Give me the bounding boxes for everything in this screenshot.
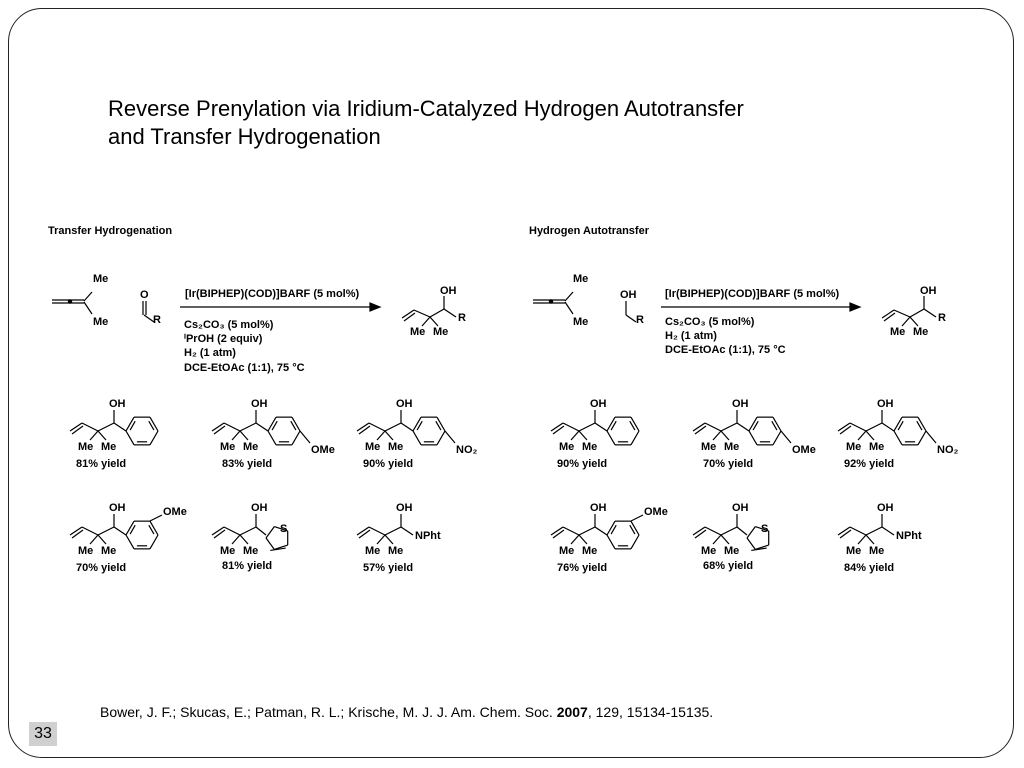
me-label: Me [93, 316, 109, 328]
left-product [402, 285, 466, 338]
yield-label: 76% yield [557, 562, 608, 574]
left-catalyst: [Ir(BIPHEP)(COD)]BARF (5 mol%) [185, 288, 360, 300]
right-hydrogen: H₂ (1 atm) [665, 330, 717, 342]
me-label: Me [913, 326, 929, 338]
oh-label: OH [620, 289, 637, 301]
me-label: Me [101, 545, 117, 557]
me-label: Me [724, 441, 740, 453]
left-additive: ⁱPrOH (2 equiv) [184, 333, 263, 345]
me-label: Me [701, 441, 717, 453]
oh-label: OH [732, 502, 749, 514]
yield-label: 70% yield [76, 562, 127, 574]
reference-authors: Bower, J. F.; Skucas, E.; Patman, R. L.; Krische, M. J. J. Am. Chem. Soc. [100, 704, 557, 720]
left-scope-compound [357, 398, 478, 470]
slide-number: 33 [29, 722, 57, 746]
me-label: Me [433, 326, 449, 338]
right-scope-compound [693, 502, 769, 572]
r-label: R [938, 312, 946, 324]
me-label: Me [846, 545, 862, 557]
me-label: Me [582, 441, 598, 453]
oh-label: OH [396, 502, 413, 514]
npht-label: NPht [415, 530, 441, 542]
left-reaction-arrow [180, 303, 380, 311]
right-scope-compound [551, 502, 668, 574]
me-label: Me [78, 441, 94, 453]
right-scope-compound [693, 398, 816, 470]
oh-label: OH [109, 502, 126, 514]
oh-label: OH [732, 398, 749, 410]
right-reaction-arrow [661, 303, 860, 311]
me-label: Me [573, 273, 589, 285]
me-label: Me [243, 545, 259, 557]
oh-label: OH [109, 398, 126, 410]
me-label: Me [890, 326, 906, 338]
oh-label: OH [877, 502, 894, 514]
s-label: S [280, 523, 288, 535]
oh-label: OH [396, 398, 413, 410]
me-label: Me [869, 441, 885, 453]
yield-label: 92% yield [844, 458, 895, 470]
yield-label: 84% yield [844, 562, 895, 574]
reference-volume-pages: , 129, 15134-15135. [587, 704, 714, 720]
right-scope-compound [551, 398, 639, 470]
left-scope-compound [212, 398, 335, 470]
r-label: R [636, 314, 644, 326]
me-label: Me [93, 273, 109, 285]
title-line-1: Reverse Prenylation via Iridium-Catalyzed Hydrogen Autotransfer [108, 96, 744, 121]
me-label: Me [701, 545, 717, 557]
right-scope-compound [838, 398, 959, 470]
right-scope-compound [838, 502, 922, 574]
me-label: Me [388, 545, 404, 557]
r-label: R [458, 312, 466, 324]
me-label: Me [559, 441, 575, 453]
me-label: Me [573, 316, 589, 328]
me-label: Me [388, 441, 404, 453]
left-scope-compound [70, 398, 158, 470]
ome-label: OMe [644, 506, 668, 518]
me-label: Me [365, 545, 381, 557]
no2-label: NO₂ [456, 444, 478, 456]
right-alcohol [620, 289, 644, 326]
reference-year: 2007 [556, 704, 588, 720]
title-line-2: and Transfer Hydrogenation [108, 124, 381, 149]
o-label: O [140, 289, 149, 301]
substrate-scope [70, 398, 959, 574]
me-label: Me [559, 545, 575, 557]
me-label: Me [365, 441, 381, 453]
yield-label: 83% yield [222, 458, 273, 470]
yield-label: 81% yield [222, 560, 273, 572]
oh-label: OH [590, 398, 607, 410]
me-label: Me [410, 326, 426, 338]
ome-label: OMe [792, 444, 816, 456]
me-label: Me [220, 441, 236, 453]
me-label: Me [846, 441, 862, 453]
left-base: Cs₂CO₃ (5 mol%) [184, 319, 274, 331]
yield-label: 68% yield [703, 560, 754, 572]
ome-label: OMe [311, 444, 335, 456]
right-catalyst: [Ir(BIPHEP)(COD)]BARF (5 mol%) [665, 288, 840, 300]
right-solvent: DCE-EtOAc (1:1), 75 °C [665, 344, 786, 356]
yield-label: 90% yield [557, 458, 608, 470]
oh-label: OH [590, 502, 607, 514]
me-label: Me [78, 545, 94, 557]
left-heading: Transfer Hydrogenation [48, 225, 173, 237]
left-solvent: DCE-EtOAc (1:1), 75 °C [184, 362, 305, 374]
left-hydrogen: H₂ (1 atm) [184, 347, 236, 359]
right-base: Cs₂CO₃ (5 mol%) [665, 316, 755, 328]
left-scope-compound [212, 502, 288, 572]
npht-label: NPht [896, 530, 922, 542]
right-allene [533, 273, 588, 328]
ome-label: OMe [163, 506, 187, 518]
left-aldehyde [140, 289, 161, 326]
oh-label: OH [440, 285, 457, 297]
me-label: Me [724, 545, 740, 557]
oh-label: OH [920, 285, 937, 297]
me-label: Me [582, 545, 598, 557]
me-label: Me [243, 441, 259, 453]
r-label: R [153, 314, 161, 326]
oh-label: OH [877, 398, 894, 410]
yield-label: 90% yield [363, 458, 414, 470]
right-product [882, 285, 946, 338]
s-label: S [761, 523, 769, 535]
left-scope-compound [357, 502, 441, 574]
me-label: Me [869, 545, 885, 557]
left-scope-compound [70, 502, 187, 574]
yield-label: 57% yield [363, 562, 414, 574]
yield-label: 70% yield [703, 458, 754, 470]
oh-label: OH [251, 398, 268, 410]
oh-label: OH [251, 502, 268, 514]
right-heading: Hydrogen Autotransfer [529, 225, 649, 237]
left-allene [52, 273, 108, 328]
me-label: Me [220, 545, 236, 557]
me-label: Me [101, 441, 117, 453]
reference-citation [100, 704, 713, 720]
no2-label: NO₂ [937, 444, 959, 456]
yield-label: 81% yield [76, 458, 127, 470]
